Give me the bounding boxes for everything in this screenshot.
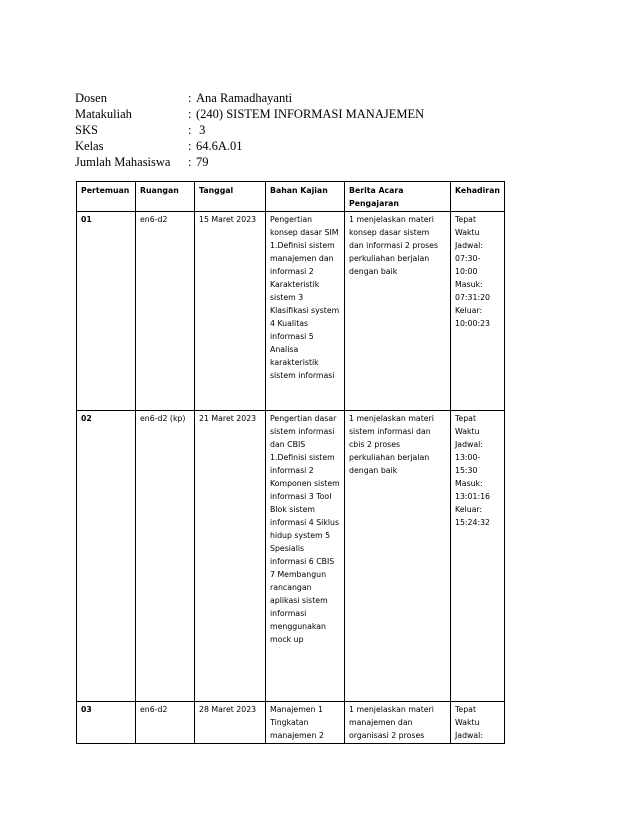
info-row-sks <box>75 122 424 138</box>
cell-kehadiran: Tepat Waktu Jadwal: <box>451 702 505 744</box>
header-pertemuan: Pertemuan <box>77 182 136 212</box>
info-label: Jumlah Mahasiswa <box>75 155 171 169</box>
header-ruangan: Ruangan <box>136 182 195 212</box>
cell-tanggal: 21 Maret 2023 <box>195 411 266 702</box>
header-kehadiran: Kehadiran <box>451 182 505 212</box>
info-value: Ana Ramadhayanti <box>196 91 293 105</box>
info-value: (240) SISTEM INFORMASI MANAJEMEN <box>196 107 425 121</box>
cell-berita-acara: 1 menjelaskan materi manajemen dan organisasi 2 proses <box>345 702 451 744</box>
course-info <box>75 90 424 170</box>
cell-bahan-kajian: Manajemen 1 Tingkatan manajemen 2 <box>266 702 345 744</box>
info-label: SKS <box>75 123 98 137</box>
info-row-dosen <box>75 90 424 106</box>
info-separator: : <box>188 139 192 153</box>
cell-tanggal: 15 Maret 2023 <box>195 212 266 411</box>
info-row-jumlah-mahasiswa <box>75 154 424 170</box>
table-row <box>77 212 505 411</box>
header-berita-acara: Berita Acara Pengajaran <box>345 182 451 212</box>
cell-bahan-kajian: Pengertian dasar sistem informasi dan CBIS 1.Definisi sistem informasi 2 Komponen sistem informasi 3 Tool Blok sistem informasi 4 Siklus hidup system 5 Spesialis informasi 6 CBIS 7 Membangun rancangan aplikasi sistem informasi menggunakan mock up <box>266 411 345 702</box>
info-row-kelas <box>75 138 424 154</box>
info-value: 3 <box>196 123 206 137</box>
info-separator: : <box>188 91 192 105</box>
cell-pertemuan: 03 <box>77 702 136 744</box>
cell-berita-acara: 1 menjelaskan materi sistem informasi dan cbis 2 proses perkuliahan berjalan dengan baik <box>345 411 451 702</box>
cell-ruangan: en6-d2 (kp) <box>136 411 195 702</box>
info-row-matakuliah <box>75 106 424 122</box>
cell-pertemuan: 01 <box>77 212 136 411</box>
table-row <box>77 702 505 744</box>
table-row <box>77 411 505 702</box>
table-header-row <box>77 182 505 212</box>
info-label: Dosen <box>75 91 107 105</box>
header-bahan-kajian: Bahan Kajian <box>266 182 345 212</box>
cell-bahan-kajian: Pengertian konsep dasar SIM 1.Definisi sistem manajemen dan informasi 2 Karakteristik sistem 3 Klasifikasi system 4 Kualitas informasi 5 Analisa karakteristik sistem informasi <box>266 212 345 411</box>
cell-kehadiran: Tepat Waktu Jadwal: 07:30-10:00 Masuk: 07:31:20 Keluar: 10:00:23 <box>451 212 505 411</box>
cell-kehadiran: Tepat Waktu Jadwal: 13:00-15:30 Masuk: 13:01:16 Keluar: 15:24:32 <box>451 411 505 702</box>
info-label: Matakuliah <box>75 107 132 121</box>
cell-ruangan: en6-d2 <box>136 212 195 411</box>
info-label: Kelas <box>75 139 104 153</box>
cell-pertemuan: 02 <box>77 411 136 702</box>
cell-tanggal: 28 Maret 2023 <box>195 702 266 744</box>
info-separator: : <box>188 107 192 121</box>
info-value: 64.6A.01 <box>196 139 243 153</box>
info-separator: : <box>188 123 192 137</box>
attendance-table <box>76 181 505 744</box>
info-separator: : <box>188 155 192 169</box>
info-value: 79 <box>196 155 209 169</box>
cell-berita-acara: 1 menjelaskan materi konsep dasar sistem dan informasi 2 proses perkuliahan berjalan dengan baik <box>345 212 451 411</box>
cell-ruangan: en6-d2 <box>136 702 195 744</box>
header-tanggal: Tanggal <box>195 182 266 212</box>
